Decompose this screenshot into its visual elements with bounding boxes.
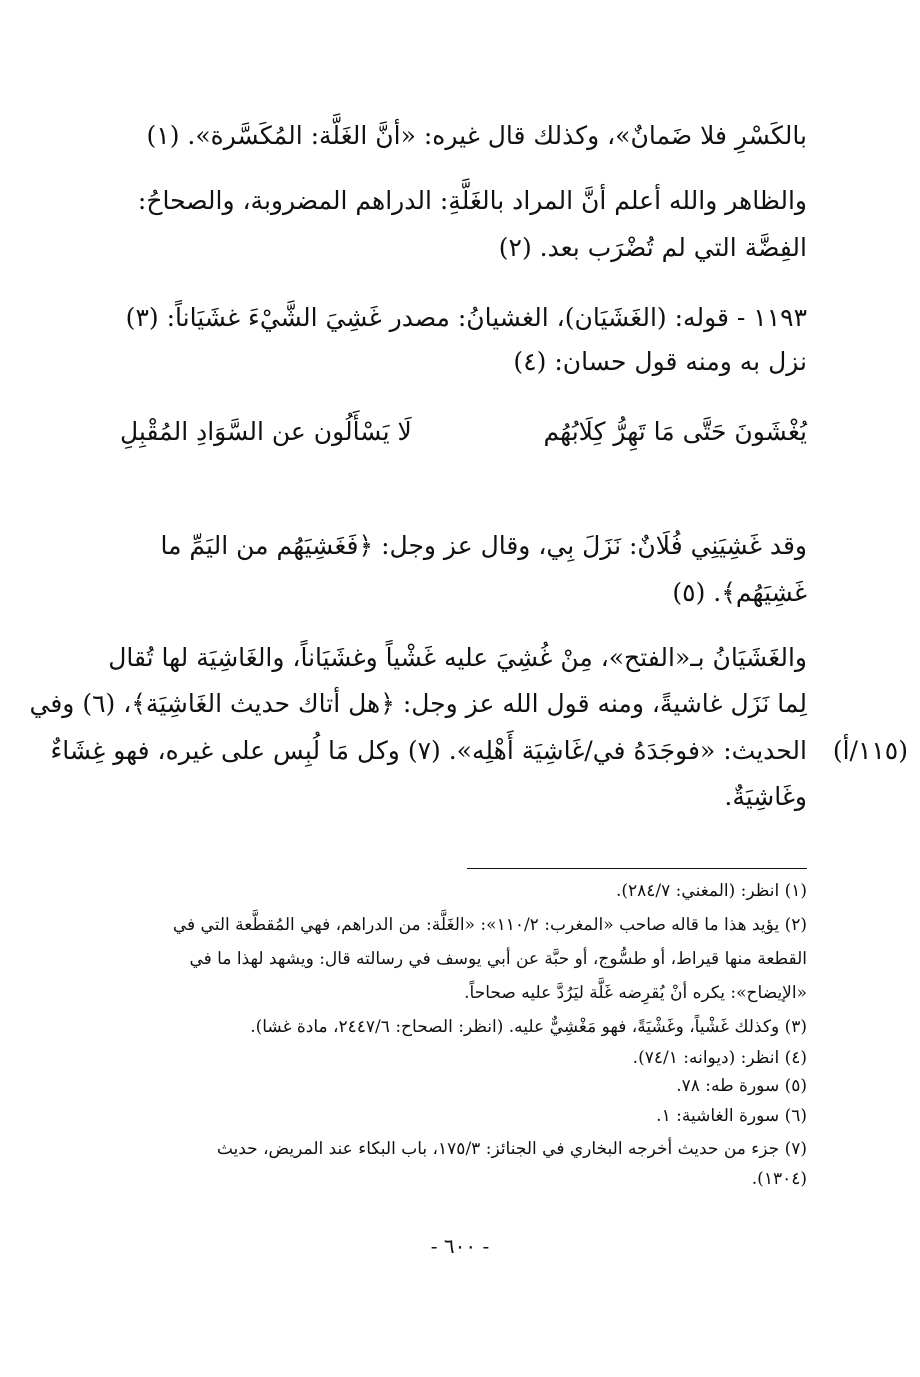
footnote-2-cont: القطعة منها قيراط، أو طسُّوج، أو حبَّة عن أبي يوسف في رسالته قال: ويشهد لهذا ما في: [189, 949, 807, 969]
footnote-7-cont: (١٣٠٤).: [751, 1169, 807, 1189]
footnote-2: (٢) يؤيد هذا ما قاله صاحب «المغرب: ١١٠/٢»: «الغَلَّة: من الدراهم، فهي المُقطَّعة التي في: [172, 915, 807, 935]
footnote-7: (٧) جزء من حديث أخرجه البخاري في الجنائز: ١٧٥/٣، باب البكاء عند المريض، حديث: [216, 1139, 807, 1159]
footnote-6: (٦) سورة الغاشية: ١.: [656, 1106, 807, 1126]
poem-hemistich-second: لَا يَسْأَلُون عن السَّوَادِ المُقْبِلِ: [120, 417, 412, 446]
footnote-4: (٤) انظر: (ديوانه: ٧٤/١).: [632, 1048, 807, 1068]
body-line-1: بالكَسْرِ فلا ضَمانٌ»، وكذلك قال غيره: «أنَّ الغَلَّة: المُكَسَّرة». (١): [146, 121, 807, 150]
body-line-4: ١١٩٣ - قوله: (الغَشَيَان)، الغشيانُ: مصدر غَشِيَ الشَّيْءَ غشَيَاناً: (٣): [125, 303, 807, 332]
poem-hemistich-first: يُغْشَونَ حَتَّى مَا تَهِرُّ كِلَابُهُم: [543, 417, 807, 446]
footnote-5: (٥) سورة طه: ٧٨.: [676, 1076, 807, 1096]
footnote-3: (٣) وكذلك غَشْياً، وغَشْيَةً، فهو مَغْشِيٌّ عليه. (انظر: الصحاح: ٢٤٤٧/٦، مادة غشا).: [250, 1017, 807, 1037]
body-line-6: وقد غَشِيَنِي فُلَانٌ: نَزَلَ بِي، وقال عز وجل: ﴿فَغَشِيَهُم من اليَمِّ ما: [160, 531, 807, 560]
margin-folio-note: (١١٥/أ): [832, 736, 908, 765]
footnote-2-cont: «الإيضاح»: يكره أنْ يُقرِضه غَلَّة ليَرُدَّ عليه صحاحاً.: [464, 983, 807, 1003]
body-line-10: الحديث: «فوجَدَهُ في/غَاشِيَة أَهْلِه». (٧) وكل مَا لُبِس على غيره، فهو غِشَاءٌ: [50, 736, 807, 765]
body-line-7: غَشِيَهُم﴾. (٥): [672, 578, 807, 607]
page-number: - ٦٠٠ -: [430, 1234, 490, 1258]
body-line-11: وغَاشِيَةٌ.: [724, 782, 807, 811]
body-line-8: والغَشَيَانُ بـ«الفتح»، مِنْ غُشِيَ عليه غَشْياً وغشَيَاناً، والغَاشِيَة لها تُقال: [108, 643, 807, 672]
body-line-5: نزل به ومنه قول حسان: (٤): [513, 347, 807, 376]
footnote-1: (١) انظر: (المغني: ٢٨٤/٧).: [615, 881, 807, 901]
body-line-3: الفِضَّة التي لم تُضْرَب بعد. (٢): [498, 233, 807, 262]
body-line-2: والظاهر والله أعلم أنَّ المراد بالغَلَّةِ: الدراهم المضروبة، والصحاحُ:: [137, 186, 807, 215]
body-line-9: لِما نَزَل غاشيةً، ومنه قول الله عز وجل: ﴿هل أتاك حديث الغَاشِيَة﴾، (٦) وفي: [29, 689, 807, 718]
footnote-separator: [467, 868, 807, 869]
